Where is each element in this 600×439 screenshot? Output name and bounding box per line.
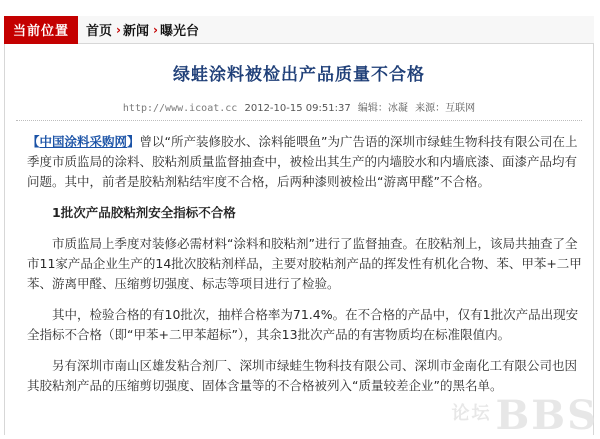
article-paragraph: 其中，检验合格的有10批次，抽样合格率为71.4%。在不合格的产品中，仅有1批次产品出现安全指标不合格（即“甲苯+二甲苯超标”），其余13批次产品的有害物质均在标准限值内。	[27, 307, 579, 342]
article-body	[27, 132, 583, 407]
breadcrumb-news-link[interactable]: 新闻	[122, 24, 149, 39]
chevron-right-icon: ›	[116, 22, 121, 37]
article-title: 绿蛙涂料被检出产品质量不合格	[173, 65, 425, 85]
source-bracket: 【中国涂料采购网】	[27, 134, 140, 149]
section-heading: 1批次产品胶粘剂安全指标不合格	[52, 205, 236, 220]
divider	[16, 120, 582, 121]
breadcrumb-exposure-link[interactable]: 曝光台	[159, 24, 199, 39]
site-url[interactable]: http://www.icoat.cc	[122, 103, 238, 114]
publish-datetime: 2012-10-15 09:51:37	[244, 103, 351, 114]
chevron-right-icon: ›	[152, 22, 158, 37]
article-editor: 编辑：冰凝	[357, 103, 408, 114]
source-link[interactable]: 中国涂料采购网	[39, 134, 128, 149]
paragraph-text: 曾以“所产装修胶水、涂料能喂鱼”为广告语的深圳市绿蛙生物科技有限公司在上季度市质监局的涂料、胶粘剂质量监督抽查中，被检出其生产的内墙胶水和内墙底漆、面漆产品均有问题。其中，前者是胶粘剂粘结牢度不合格，后两种漆则被检出“游离甲醛”不合格。	[27, 134, 578, 189]
article-paragraph: 另有深圳市南山区雄发粘合剂厂、深圳市绿蛙生物科技有限公司、深圳市金南化工有限公司也因其胶粘剂产品的压缩剪切强度、固体含量等的不合格被列入“质量较差企业”的黑名单。	[27, 358, 578, 393]
breadcrumb-home-link[interactable]: 首页	[86, 24, 113, 39]
article-paragraph	[27, 132, 583, 192]
forum-watermark: $^{论坛}$ BBS	[451, 392, 598, 439]
article-paragraph: 市质监局上季度对装修必需材料“涂料和胶粘剂”进行了监督抽查。在胶粘剂上，该局共抽查了全市11家产品企业生产的14批次胶粘剂样品，主要对胶粘剂产品的挥发性有机化合物、苯、甲苯+二甲苯、游离甲醛、压缩剪切强度、标志等项目进行了检验。	[27, 236, 582, 291]
article-source: 来源：互联网	[415, 103, 476, 114]
breadcrumb-label: 当前位置	[4, 16, 78, 44]
breadcrumb	[4, 16, 594, 44]
article-meta	[4, 99, 594, 114]
